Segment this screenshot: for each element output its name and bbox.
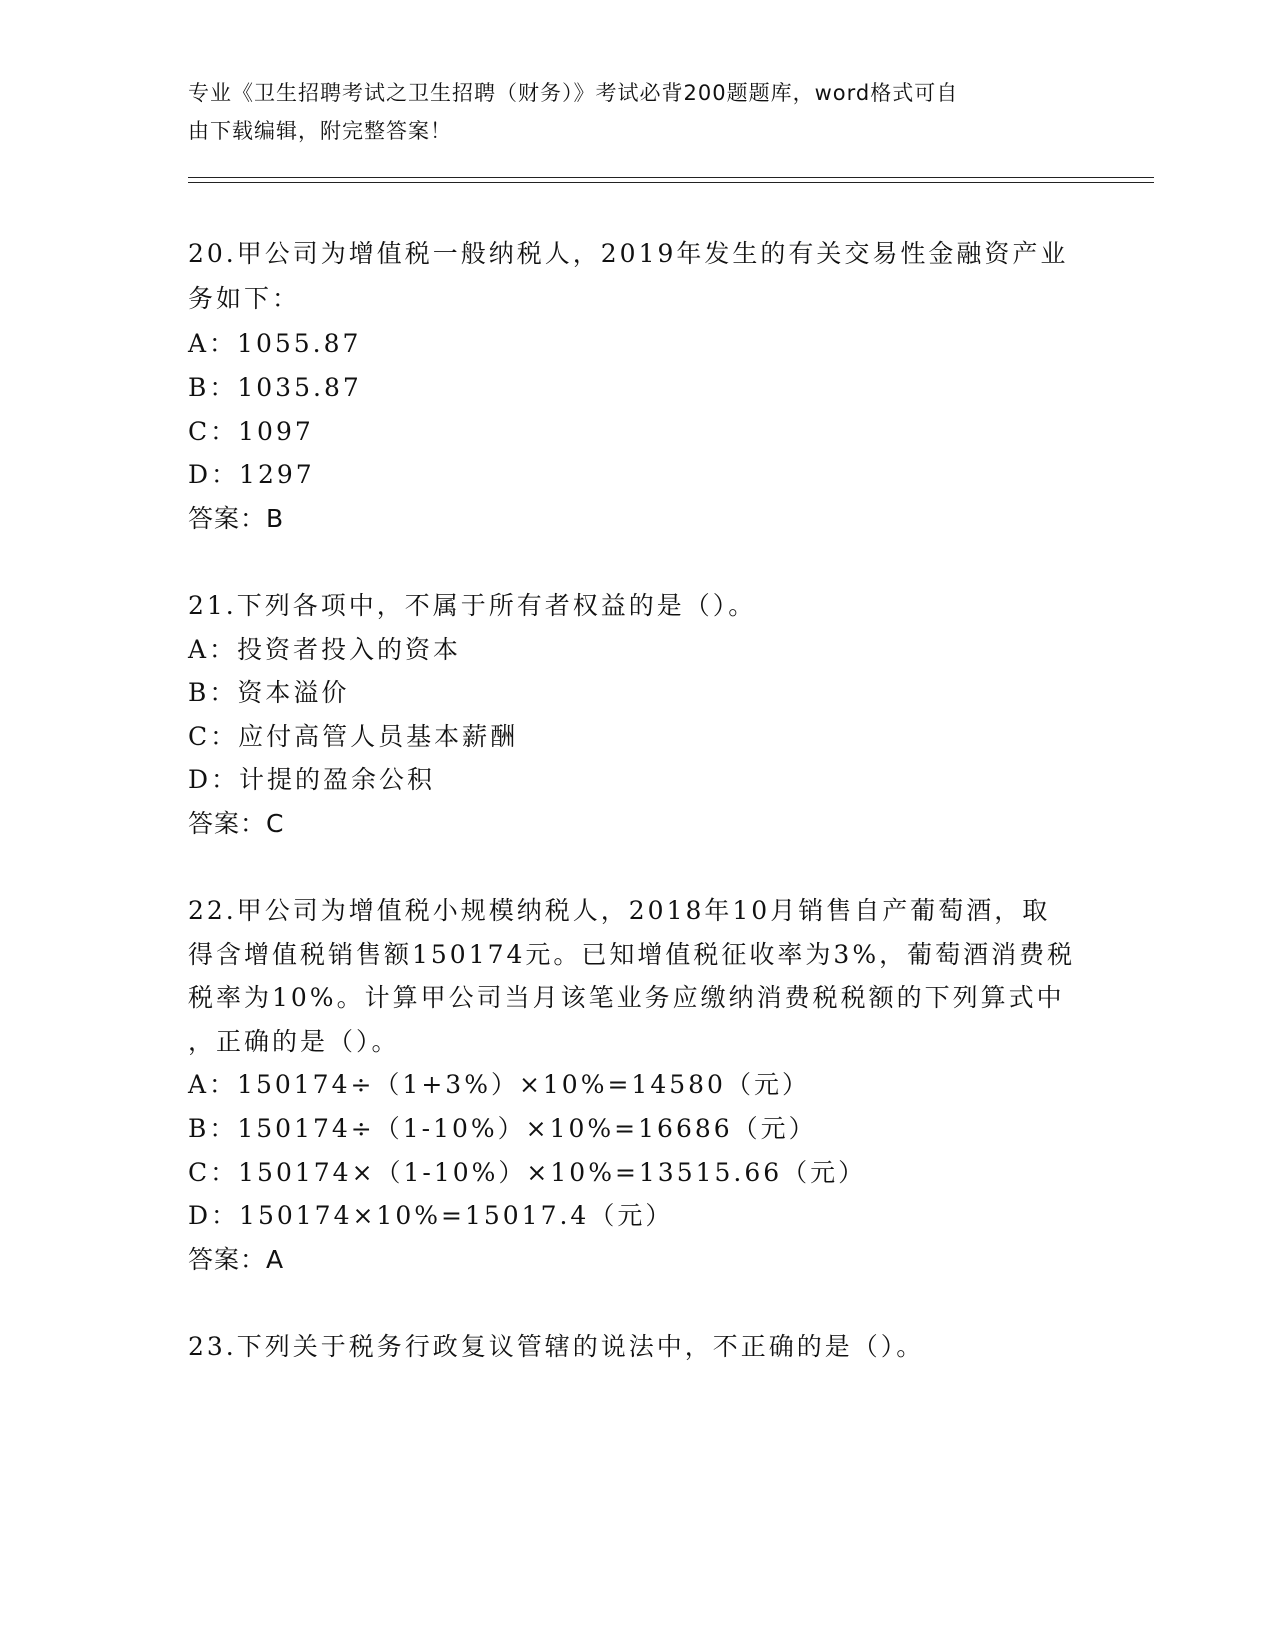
question-stem-line: 税率为10%。计算甲公司当月该笔业务应缴纳消费税税额的下列算式中 xyxy=(188,983,1065,1012)
option-d: D：计提的盈余公积 xyxy=(188,765,436,794)
question-stem-line: 21.下列各项中，不属于所有者权益的是（）。 xyxy=(188,591,757,620)
option-c: C：1097 xyxy=(188,417,314,446)
header-line-2: 由下载编辑，附完整答案！ xyxy=(188,119,452,143)
question-stem-line: 得含增值税销售额150174元。已知增值税征收率为3%，葡萄酒消费税 xyxy=(188,940,1076,969)
header-divider-bottom xyxy=(188,182,1154,183)
answer-label: 答案：A xyxy=(188,1245,285,1274)
answer-label: 答案：B xyxy=(188,504,285,533)
option-a: A：1055.87 xyxy=(188,329,362,358)
option-a: A：150174÷（1+3%）×10%=14580（元） xyxy=(188,1070,810,1099)
header-line-1: 专业《卫生招聘考试之卫生招聘（财务）》考试必背200题题库，word格式可自 xyxy=(188,81,959,105)
question-stem-line: 务如下： xyxy=(188,284,301,313)
option-c: C：应付高管人员基本薪酬 xyxy=(188,722,519,751)
question-stem-line: ，正确的是（）。 xyxy=(188,1027,400,1056)
option-c: C：150174×（1-10%）×10%=13515.66（元） xyxy=(188,1158,867,1187)
question-stem-line: 20.甲公司为增值税一般纳税人，2019年发生的有关交易性金融资产业 xyxy=(188,239,1069,268)
option-d: D：1297 xyxy=(188,460,315,489)
question-stem-line: 22.甲公司为增值税小规模纳税人，2018年10月销售自产葡萄酒，取 xyxy=(188,896,1051,925)
answer-label: 答案：C xyxy=(188,809,285,838)
option-a: A：投资者投入的资本 xyxy=(188,635,462,664)
option-b: B：1035.87 xyxy=(188,373,362,402)
header-divider-top xyxy=(188,177,1154,178)
option-b: B：资本溢价 xyxy=(188,678,350,707)
document-header xyxy=(188,74,1068,150)
option-d: D：150174×10%=15017.4（元） xyxy=(188,1201,674,1230)
question-stem-line: 23.下列关于税务行政复议管辖的说法中，不正确的是（）。 xyxy=(188,1332,925,1361)
option-b: B：150174÷（1-10%）×10%=16686（元） xyxy=(188,1114,817,1143)
